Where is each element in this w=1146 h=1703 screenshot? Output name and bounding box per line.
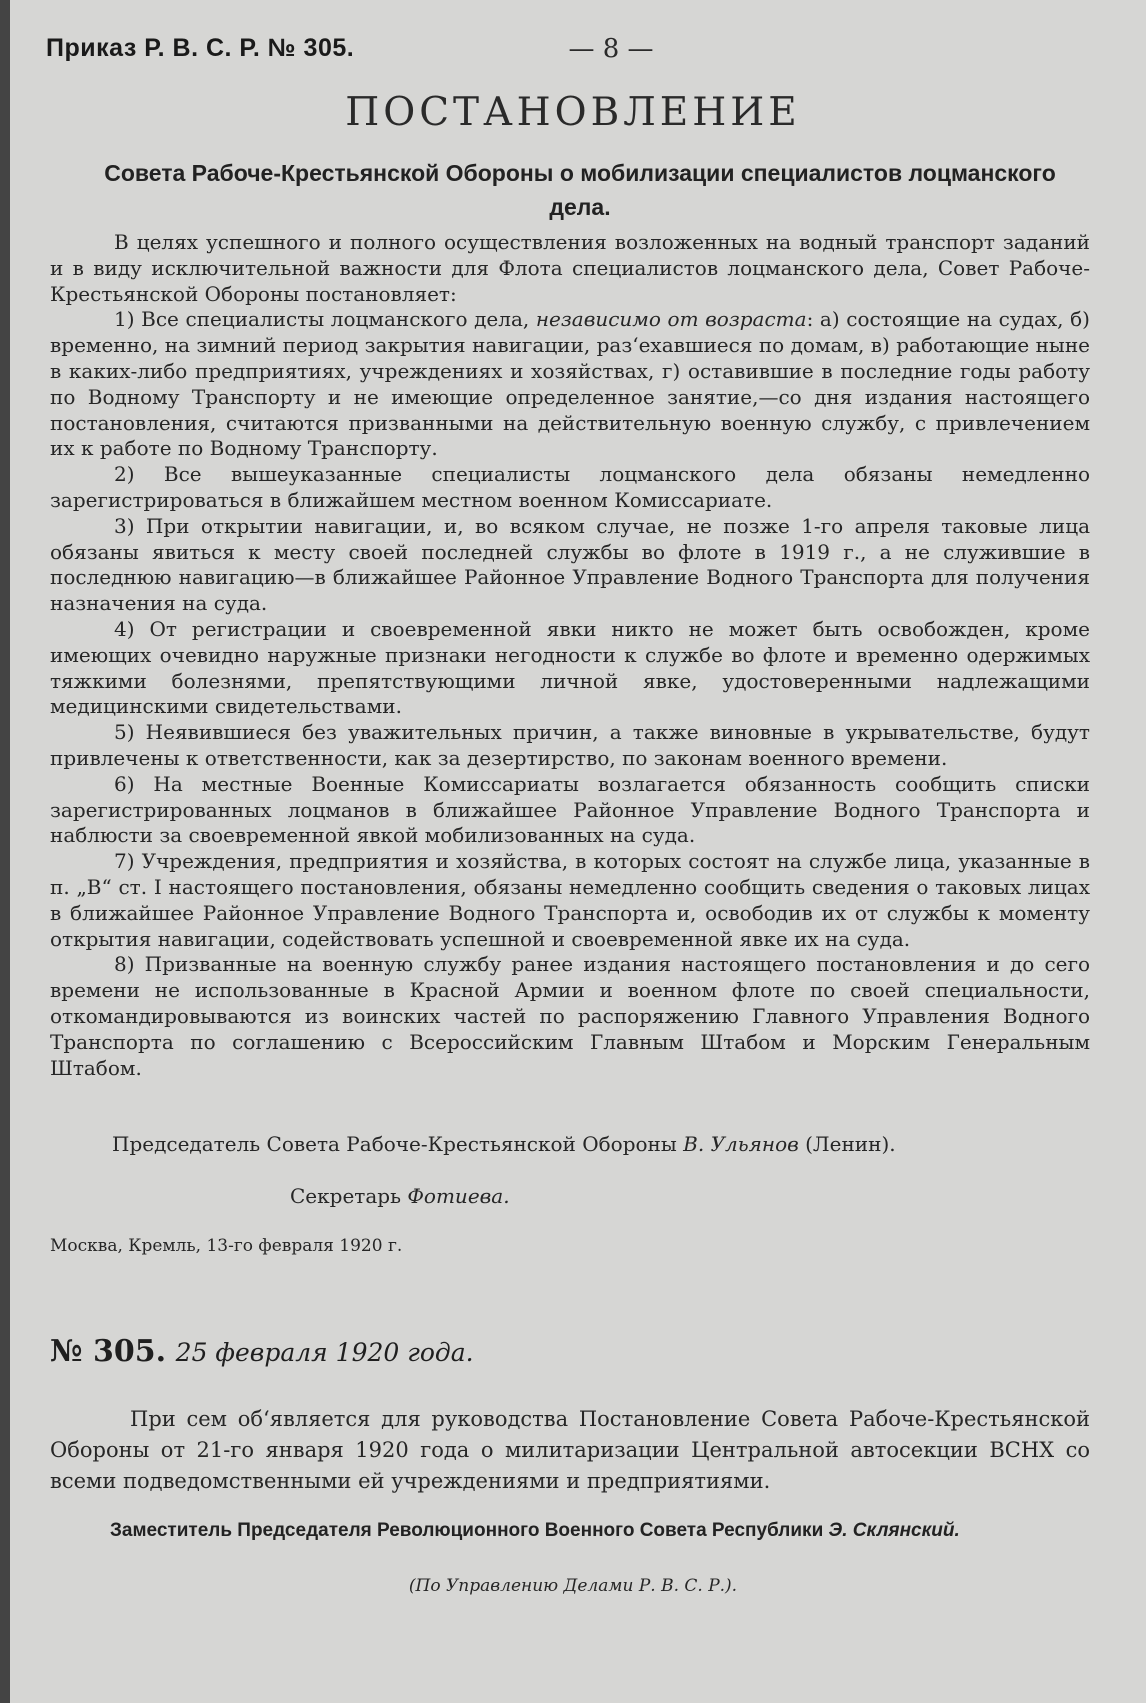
paragraph-3: 3) При открытии навигации, и, во всяком случае, не позже 1-го апреля таковые лица обязаны явиться к месту своей последней службы во флоте в 1919 г., а не служившие в последнюю навигацию—в ближайшее Районное Управление Водного Транспорта для получения назначения на суда.: [50, 513, 1090, 616]
order-heading: [50, 1334, 474, 1369]
paragraph-6: 6) На местные Военные Комиссариаты возлагается обязанность сообщить списки зарегистрированных лоцманов в ближайшее Районное Управление Водного Транспорта и наблюсти за своевременной явкой мобилизованных на суда.: [50, 771, 1090, 848]
footer-note: (По Управлению Делами Р. В. С. Р.).: [408, 1576, 738, 1596]
secretary-name: Фотиева.: [407, 1184, 510, 1208]
order-date: 25 февраля 1920 года.: [175, 1338, 474, 1367]
page-header: [46, 34, 1086, 74]
paragraph-1-end: : а) состоящие на судах, б) временно, на зимний период закрытия навигации, раз‘ехавшиеся по домам, в) работающие ныне в каких-либо предприятиях, учреждениях и хозяйствах, г) оставившие в последние годы работу по Водному Транспорту и не имеющие определенное занятие,—со дня издания настоящего постановления, считаются призванными на действительную военную службу, с привлечением их к работе по Водному Транспорту.: [50, 307, 1090, 461]
chairman-signature: [112, 1132, 896, 1156]
order-number: № 305.: [50, 1334, 167, 1369]
resolution-body: [50, 230, 1090, 1081]
paragraph-1: [50, 307, 1090, 462]
paragraph-4: 4) От регистрации и своевременной явки никто не может быть освобожден, кроме имеющих очевидно наружные признаки негодности к службе во флоте и временно одержимых тяжкими болезнями, препятствующими личной явке, удостоверенными надлежащими медицинскими свидетельствами.: [50, 616, 1090, 719]
deputy-label: Заместитель Председателя Революционного Военного Совета Республики: [110, 1520, 829, 1541]
paragraph-8: 8) Призванные на военную службу ранее издания настоящего постановления и до сего времени не использованные в Красной Армии и военном флоте по своей специальности, откомандировываются из воинских частей по распоряжению Главного Управления Водного Транспорта по соглашению с Всероссийским Главным Штабом и Морским Генеральным Штабом.: [50, 952, 1090, 1080]
deputy-signature: [110, 1520, 1090, 1542]
paragraph-1-start: 1) Все специалисты лоцманского дела,: [114, 307, 536, 332]
deputy-name: Э. Склянский.: [828, 1520, 960, 1541]
document-title: ПОСТАНОВЛЕНИЕ: [345, 90, 801, 135]
paragraph-5: 5) Неявившиеся без уважительных причин, а также виновные в укрывательстве, будут привлечены к ответственности, как за дезертирство, по законам военного времени.: [50, 720, 1090, 770]
paragraph-7: 7) Учреждения, предприятия и хозяйства, в которых состоят на службе лица, указанные в п. „В“ ст. I настоящего постановления, обязаны немедленно сообщить сведения о таковых лицах в ближайшее Районное Управление Водного Транспорта и, освободив их от службы к моменту открытия навигации, содействовать успешной и своевременной явке их на суда.: [50, 849, 1090, 951]
chairman-name: В. Ульянов: [683, 1132, 799, 1156]
page-number: — 8 —: [568, 34, 654, 64]
place-date: Москва, Кремль, 13-го февраля 1920 г.: [50, 1236, 403, 1256]
chairman-suffix: (Ленин).: [798, 1132, 896, 1156]
intro-paragraph: В целях успешного и полного осуществления возложенных на водный транспорт заданий и в виду исключительной важности для Флота специалистов лоцманского дела, Совет Рабоче-Крестьянской Обороны постановляет:: [50, 230, 1090, 306]
order-reference: Приказ Р. В. С. Р. № 305.: [46, 34, 355, 62]
secretary-label: Секретарь: [290, 1184, 408, 1208]
document-subtitle: Совета Рабоче-Крестьянской Обороны о мобилизации специалистов лоцманского дела.: [104, 160, 1056, 220]
paragraph-2: 2) Все вышеуказанные специалисты лоцманского дела обязаны немедленно зарегистрироваться в ближайшем местном военном Комиссариате.: [50, 462, 1090, 512]
order-paragraph: При сем об‘является для руководства Постановление Совета Рабоче-Крестьянской Обороны от 21-го января 1920 года о милитаризации Центральной автосекции ВСНХ со всеми подведомственными ей учреждениями и предприятиями.: [50, 1407, 1090, 1493]
chairman-label: Председатель Совета Рабоче-Крестьянской Обороны: [112, 1132, 684, 1156]
order-text: [50, 1404, 1090, 1497]
secretary-signature: [290, 1184, 510, 1208]
paragraph-1-emphasis: независимо от возраста: [535, 307, 807, 332]
